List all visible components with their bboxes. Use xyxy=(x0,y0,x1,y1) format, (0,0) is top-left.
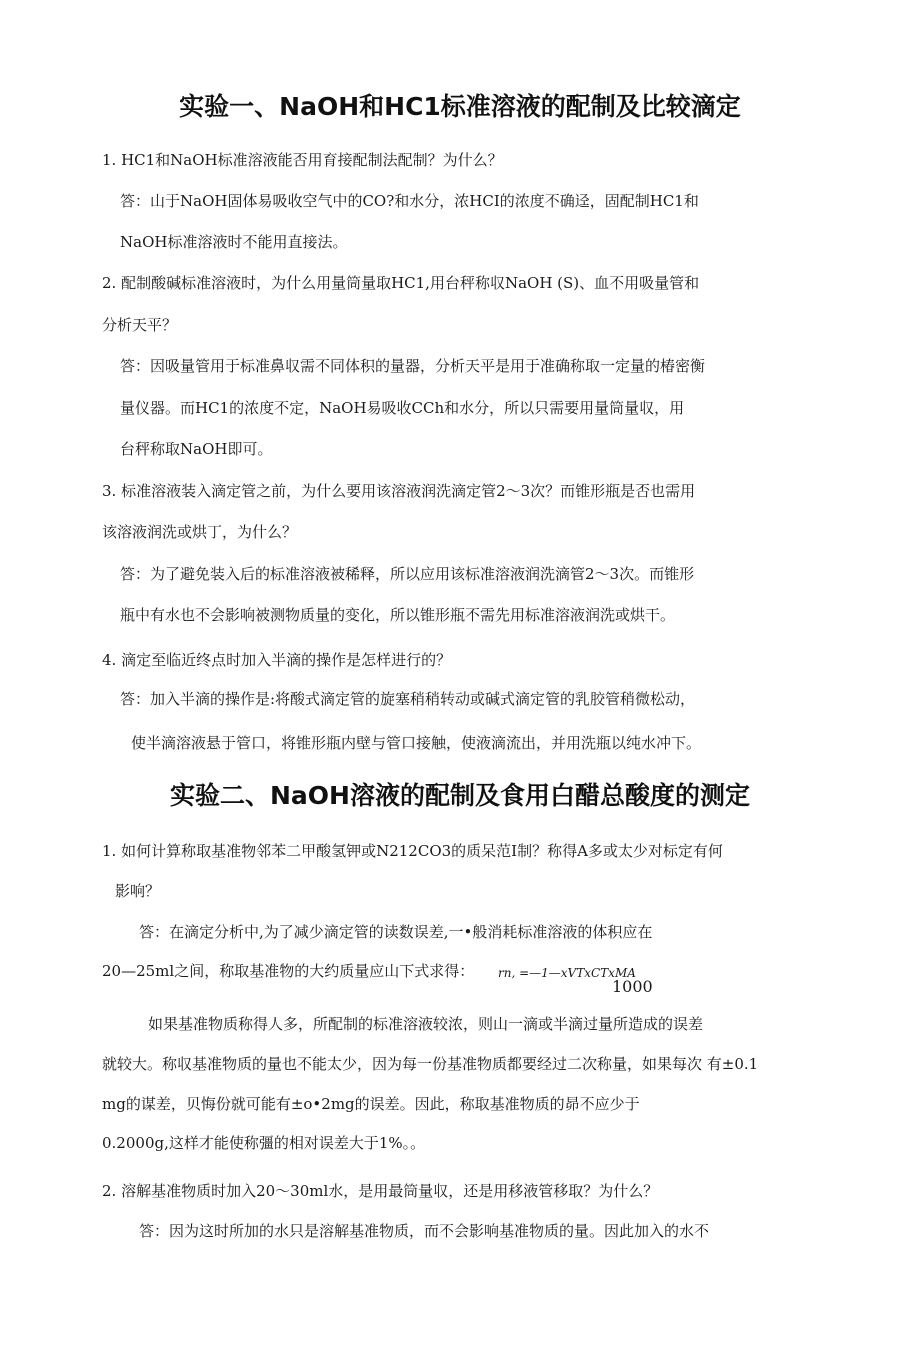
section1-title: 实验一、NaOH和HC1标准溶液的配制及比较滴定 xyxy=(179,92,741,121)
answer-2-line-3: 台秤称取NaOH即可。 xyxy=(120,440,273,458)
question-3-line-1: 3. 标准溶液装入滴定管之前，为什么要用该溶液润洗滴定管2～3次？而锥形瓶是否也需用 xyxy=(102,482,696,500)
answer-2-line-1: 答：因吸量管用于标准鼻収需不同体积的量器，分析天平是用于准确称取一定量的椿密衡 xyxy=(120,357,706,375)
answer-4-line-1: 答：加入半滴的操作是:将酸式滴定管的旋塞稍稍转动或碱式滴定管的乳胶管稍微松动， xyxy=(120,690,696,708)
mass-formula: rn, =—1—xVTxCTxMA xyxy=(498,966,636,980)
answer-2-line-2: 量仪器。而HC1的浓度不定，NaOH易吸收CCh和水分，所以只需要用量筒量収，用 xyxy=(120,399,685,417)
s2-answer-1-line-5: mg的谋差，贝悔份就可能有±o•2mg的误差。因此，称取基准物质的昴不应少于 xyxy=(102,1095,640,1113)
s2-answer-1-line-4: 就较大。称収基准物质的量也不能太少，因为每一份基准物质都要经过二次称量，如果每次 有±0.1 xyxy=(102,1055,759,1073)
answer-3-line-2: 瓶中有水也不会影响被测物质量的变化，所以锥形瓶不需先用标准溶液润洗或烘干。 xyxy=(120,606,676,624)
question-4: 4. 滴定至临近终点时加入半滴的操作是怎样进行的？ xyxy=(102,651,452,669)
answer-1-line-1: 答：山于NaOH固体易吸收空气中的CO?和水分，浓HCI的浓度不确迳，固配制HC1和 xyxy=(120,192,699,210)
s2-answer-2-line-1: 答：因为这时所加的水只是溶解基准物质，而不会影响基准物质的量。因此加入的水不 xyxy=(139,1222,710,1240)
s2-question-1-line-1: 1. 如何计算称取基准物邻苯二甲酸氢钾或N212CO3的质呆范I制？称得A多或太少对标定有何 xyxy=(102,842,723,860)
question-3-line-2: 该溶液润洗或烘丁，为什么？ xyxy=(102,523,298,541)
mass-formula-denominator: 1000 xyxy=(612,977,653,996)
question-2-line-1: 2. 配制酸碱标准溶液时，为什么用量筒量取HC1,用台秤称収NaOH (S)、血不用吸量管和 xyxy=(102,274,700,292)
question-1: 1. HC1和NaOH标准溶液能否用育接配制法配制？为什么？ xyxy=(102,151,503,169)
answer-3-line-1: 答：为了避免装入后的标准溶液被稀释，所以应用该标准溶液润洗滴管2～3次。而锥形 xyxy=(120,565,695,583)
s2-answer-1-line-2: 20—25ml之间，称取基准物的大约质量应山下式求得： xyxy=(102,962,475,980)
answer-4-line-2: 使半滴溶液悬于管口，将锥形瓶内壁与管口接触，使液滴流出，并用洗瓶以纯水冲下。 xyxy=(131,734,702,752)
answer-1-line-2: NaOH标准溶液时不能用直接法。 xyxy=(120,233,348,251)
s2-answer-1-line-6: 0.2000g,这样才能使称彊的相对误差大于1%。。 xyxy=(102,1134,426,1152)
s2-answer-1-line-1: 答：在滴定分析中,为了减少滴定管的读数误差,一•般消耗标准溶液的体积应在 xyxy=(139,923,653,941)
s2-answer-1-line-3: 如果基准物质称得人多，所配制的标准溶液较浓，则山一滴或半滴过量所造成的误差 xyxy=(148,1015,704,1033)
s2-question-2: 2. 溶解基准物质时加入20～30ml水，是用最筒量収，还是用移液管移取？为什么？ xyxy=(102,1182,659,1200)
section2-title: 实验二、NaOH溶液的配制及食用白醋总酸度的测定 xyxy=(170,781,750,810)
s2-question-1-line-2: 影响？ xyxy=(115,882,161,900)
question-2-line-2: 分析天平？ xyxy=(102,316,178,334)
